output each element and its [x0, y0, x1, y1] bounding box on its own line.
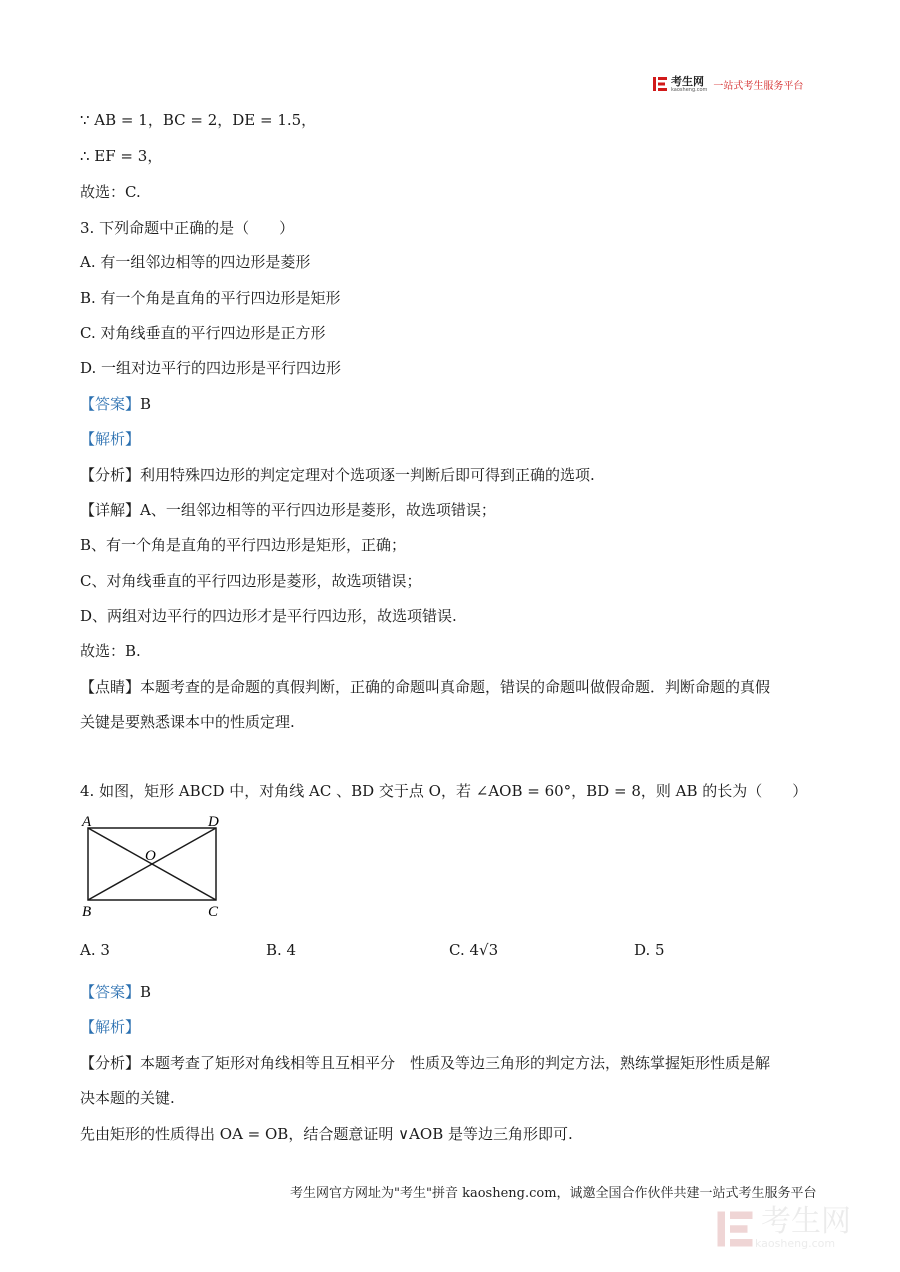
logo-domain: kaosheng.com — [671, 86, 708, 93]
kaosheng-logo-icon — [652, 76, 668, 92]
vertex-b-label: B — [82, 904, 92, 920]
analysis-tag: 【解析】 — [80, 430, 141, 448]
line-therefore: ∴ EF = 3， — [80, 147, 163, 165]
dianjing-tag: 【点睛】 — [80, 678, 141, 696]
fenxi-tag: 【分析】 — [80, 466, 141, 484]
q4-option-b: B. 4 — [266, 941, 297, 959]
logo-name: 考生网 — [671, 74, 704, 88]
q3-option-b: B. 有一个角是直角的平行四边形是矩形 — [80, 289, 341, 307]
q3-analysis-header — [80, 429, 140, 449]
q4-method: 先由矩形的性质得出 OA = OB，结合题意证明 ∨AOB 是等边三角形即可. — [80, 1125, 573, 1143]
dianjing-text: 本题考查的是命题的真假判断，正确的命题叫真命题，错误的命题叫做假命题．判断命题的真假 — [140, 678, 771, 696]
q3-detail-b: B、有一个角是直角的平行四边形是矩形，正确； — [80, 536, 407, 554]
xiangjie-tag: 【详解】 — [80, 501, 141, 519]
watermark — [715, 1204, 851, 1250]
q3-option-d: D. 一组对边平行的四边形是平行四边形 — [80, 359, 342, 377]
q3-fenxi — [80, 465, 595, 485]
q3-detail-d: D、两组对边平行的四边形才是平行四边形，故选项错误. — [80, 607, 457, 625]
watermark-domain: kaosheng.com — [755, 1237, 836, 1250]
vertex-d-label: D — [208, 814, 219, 830]
q3-option-a: A. 有一组邻边相等的四边形是菱形 — [80, 253, 311, 271]
q3-dianjing-cont: 关键是要熟悉课本中的性质定理. — [80, 713, 295, 731]
q4-fenxi — [80, 1053, 770, 1073]
q4-fenxi-cont: 决本题的关键. — [80, 1089, 175, 1107]
rectangle-figure — [78, 810, 228, 922]
answer-value: B — [140, 983, 152, 1001]
q3-detail-c: C、对角线垂直的平行四边形是菱形，故选项错误； — [80, 572, 422, 590]
fenxi-tag: 【分析】 — [80, 1054, 141, 1072]
question-4: 4. 如图，矩形 ABCD 中，对角线 AC 、BD 交于点 O，若 ∠AOB = 60°，BD = 8，则 AB 的长为（ ） — [80, 782, 808, 800]
answer-tag: 【答案】 — [80, 983, 141, 1001]
q3-choose-b: 故选：B. — [80, 642, 141, 660]
q4-option-c: C. 4√3 — [449, 941, 499, 959]
line-choose-c: 故选：C. — [80, 183, 141, 201]
answer-value: B — [140, 395, 152, 413]
watermark-logo-icon — [715, 1209, 755, 1249]
line-given: ∵ AB = 1，BC = 2，DE = 1.5， — [80, 111, 317, 129]
q3-answer — [80, 394, 151, 414]
fenxi-text: 本题考查了矩形对角线相等且互相平分 性质及等边三角形的判定方法，熟练掌握矩形性质是解 — [140, 1054, 771, 1072]
q4-option-d: D. 5 — [634, 941, 665, 959]
header-logo — [652, 74, 803, 94]
vertex-c-label: C — [208, 904, 219, 920]
question-3: 3. 下列命题中正确的是（ ） — [80, 219, 295, 237]
xiangjie-text: A、一组邻边相等的平行四边形是菱形，故选项错误； — [140, 501, 496, 519]
answer-tag: 【答案】 — [80, 395, 141, 413]
fenxi-text: 利用特殊四边形的判定定理对个选项逐一判断后即可得到正确的选项. — [140, 466, 595, 484]
q3-xiangjie — [80, 500, 496, 520]
q4-answer — [80, 982, 151, 1002]
footer-text: 考生网官方网址为"考生"拼音 kaosheng.com，诚邀全国合作伙伴共建一站式考生服务平台 — [290, 1186, 817, 1201]
q3-dianjing — [80, 677, 770, 697]
header-slogan: 一站式考生服务平台 — [713, 80, 804, 92]
q4-analysis-header — [80, 1017, 140, 1037]
analysis-tag: 【解析】 — [80, 1018, 141, 1036]
q4-option-a: A. 3 — [80, 941, 110, 959]
center-o-label: O — [145, 848, 156, 864]
vertex-a-label: A — [82, 814, 92, 830]
watermark-name: 考生网 — [761, 1204, 851, 1239]
q3-option-c: C. 对角线垂直的平行四边形是正方形 — [80, 324, 326, 342]
